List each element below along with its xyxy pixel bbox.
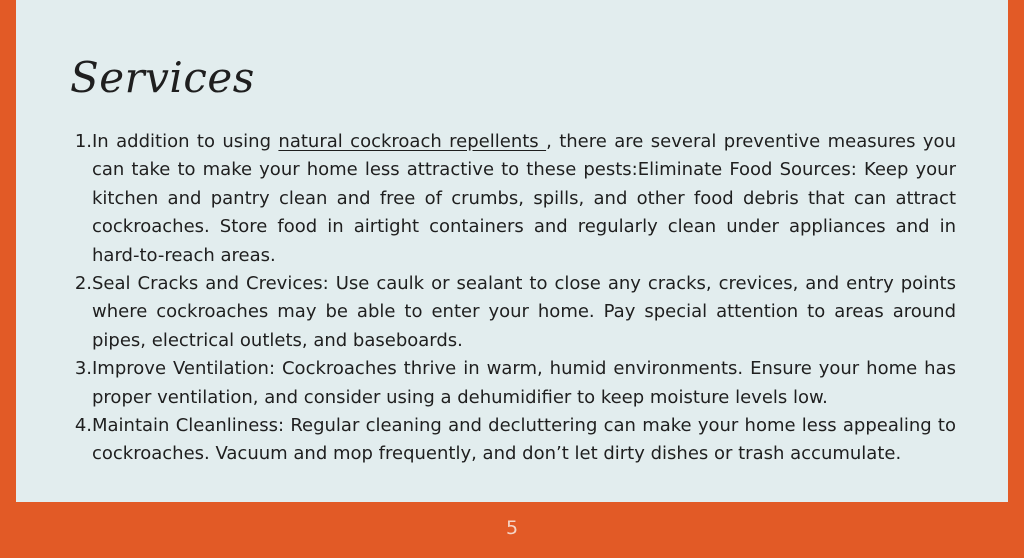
list-number: 1.	[74, 131, 92, 152]
list-number: 4.	[74, 415, 92, 437]
natural-cockroach-repellents-link[interactable]: natural cockroach repellents	[278, 131, 547, 152]
list-item-4	[76, 412, 956, 469]
item-text: Maintain Cleanliness: Regular cleaning and decluttering can make your home less appealing to cockroaches. Vacuum and mop frequently, and don’t let dirty dishes or trash accumulate.	[92, 415, 956, 465]
item-text-after-link: , there are several preventive measures you can take to make your home less attractive to these pests:Eliminate Food Sources: Keep your kitchen and pantry clean and free of crumbs, spills, and other food debris that can attract cockroaches. Store food in airtight containers and regularly clean under appliances and in hard-to-reach areas.	[92, 131, 956, 266]
list-item-3	[76, 355, 956, 412]
list-item-1	[76, 128, 956, 270]
section-heading: Services	[70, 53, 255, 102]
list-number: 2.	[74, 273, 92, 295]
list-number: 3.	[74, 358, 92, 380]
item-text: Improve Ventilation: Cockroaches thrive in warm, humid environments. Ensure your home has proper ventilation, and consider using a dehumidifier to keep moisture levels low.	[92, 358, 956, 408]
item-text-before-link: In addition to using	[92, 131, 279, 152]
content-panel	[16, 0, 1008, 502]
page-number: 5	[505, 517, 519, 539]
list-item-2	[76, 270, 956, 355]
item-text: Seal Cracks and Crevices: Use caulk or sealant to close any cracks, crevices, and entry points where cockroaches may be able to enter your home. Pay special attention to areas around pipes, electrical outlets, and baseboards.	[92, 273, 956, 351]
services-list	[76, 128, 956, 469]
